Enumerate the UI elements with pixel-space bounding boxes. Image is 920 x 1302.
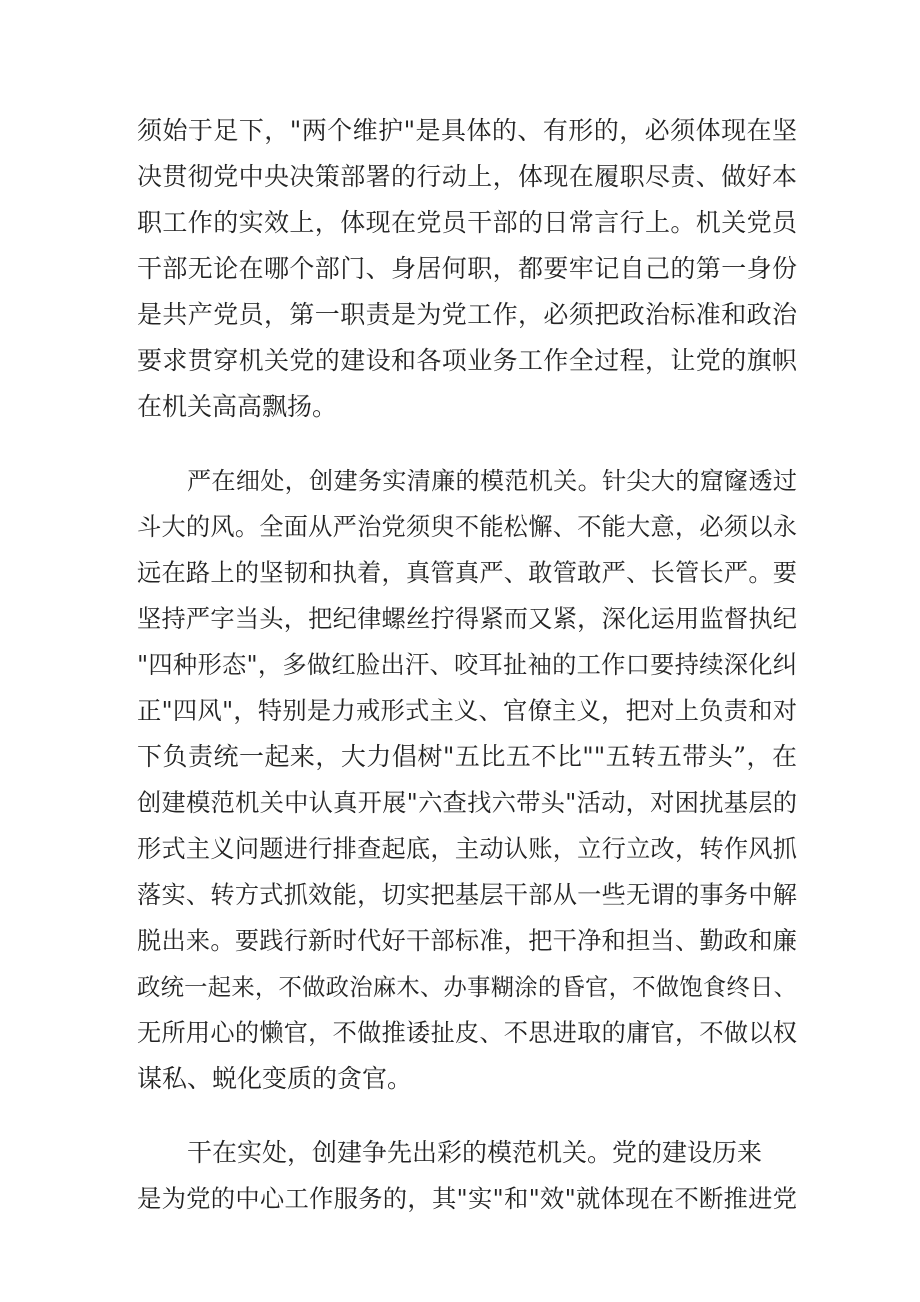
text-line: "四种形态"，多做红脸出汗、咬耳扯袖的工作口要持续深化纠 <box>137 650 797 679</box>
text-line: 决贯彻党中央决策部署的行动上，体现在履职尽责、做好本 <box>137 162 797 191</box>
text-line: 正"四风"，特别是力戒形式主义、官僚主义，把对上负责和对 <box>137 696 797 725</box>
text-line: 远在路上的坚韧和执着，真管真严、敢管敢严、长管长严。要 <box>137 559 797 587</box>
text-line: 政统一起来，不做政治麻木、办事糊涂的昏官，不做饱食终日、 <box>137 973 797 1001</box>
text-line: 严在细处，创建务实清廉的模范机关。针尖大的窟窿透过 <box>187 467 797 495</box>
document-body <box>137 108 797 1222</box>
text-line: 须始于足下，"两个维护"是具体的、有形的，必须体现在坚 <box>137 116 797 145</box>
text-line: 落实、转方式抓效能，切实把基层干部从一些无谓的事务中解 <box>137 881 797 909</box>
paragraph-1 <box>137 108 797 430</box>
text-line: 在机关高高飘扬。 <box>137 392 338 421</box>
text-line: 创建模范机关中认真开展"六查找六带头"活动，对困扰基层的 <box>137 788 797 817</box>
text-line: 形式主义问题进行排查起底，主动认账，立行立改，转作风抓 <box>137 835 797 863</box>
text-line: 是共产党员，第一职责是为党工作，必须把政治标准和政治 <box>137 300 797 329</box>
paragraph-gap <box>137 1102 797 1130</box>
text-line: 坚持严字当头，把纪律螺丝拧得紧而又紧，深化运用监督执纪 <box>137 605 797 633</box>
text-line: 下负责统一起来，大力倡树"五比五不比""五转五带头”，在 <box>137 742 797 771</box>
text-line: 职工作的实效上，体现在党员干部的日常言行上。机关党员 <box>137 208 797 237</box>
paragraph-gap <box>137 430 797 458</box>
text-line: 要求贯穿机关党的建设和各项业务工作全过程，让党的旗帜 <box>137 346 797 375</box>
text-line: 无所用心的懒官，不做推诿扯皮、不思进取的庸官，不做以权 <box>137 1019 797 1047</box>
paragraph-3 <box>137 1130 797 1222</box>
text-line: 斗大的风。全面从严治党须臾不能松懈、不能大意，必须以永 <box>137 513 797 541</box>
text-line: 干在实处，创建争先出彩的模范机关。党的建设历来 <box>187 1138 763 1167</box>
text-line: 谋私、蜕化变质的贪官。 <box>137 1064 413 1093</box>
text-line: 脱出来。要践行新时代好干部标准，把干净和担当、勤政和廉 <box>137 927 797 955</box>
text-line: 干部无论在哪个部门、身居何职，都要牢记自己的第一身份 <box>137 254 797 283</box>
text-line: 是为党的中心工作服务的，其"实"和"效"就体现在不断推进党 <box>137 1184 797 1213</box>
paragraph-2 <box>137 458 797 1102</box>
